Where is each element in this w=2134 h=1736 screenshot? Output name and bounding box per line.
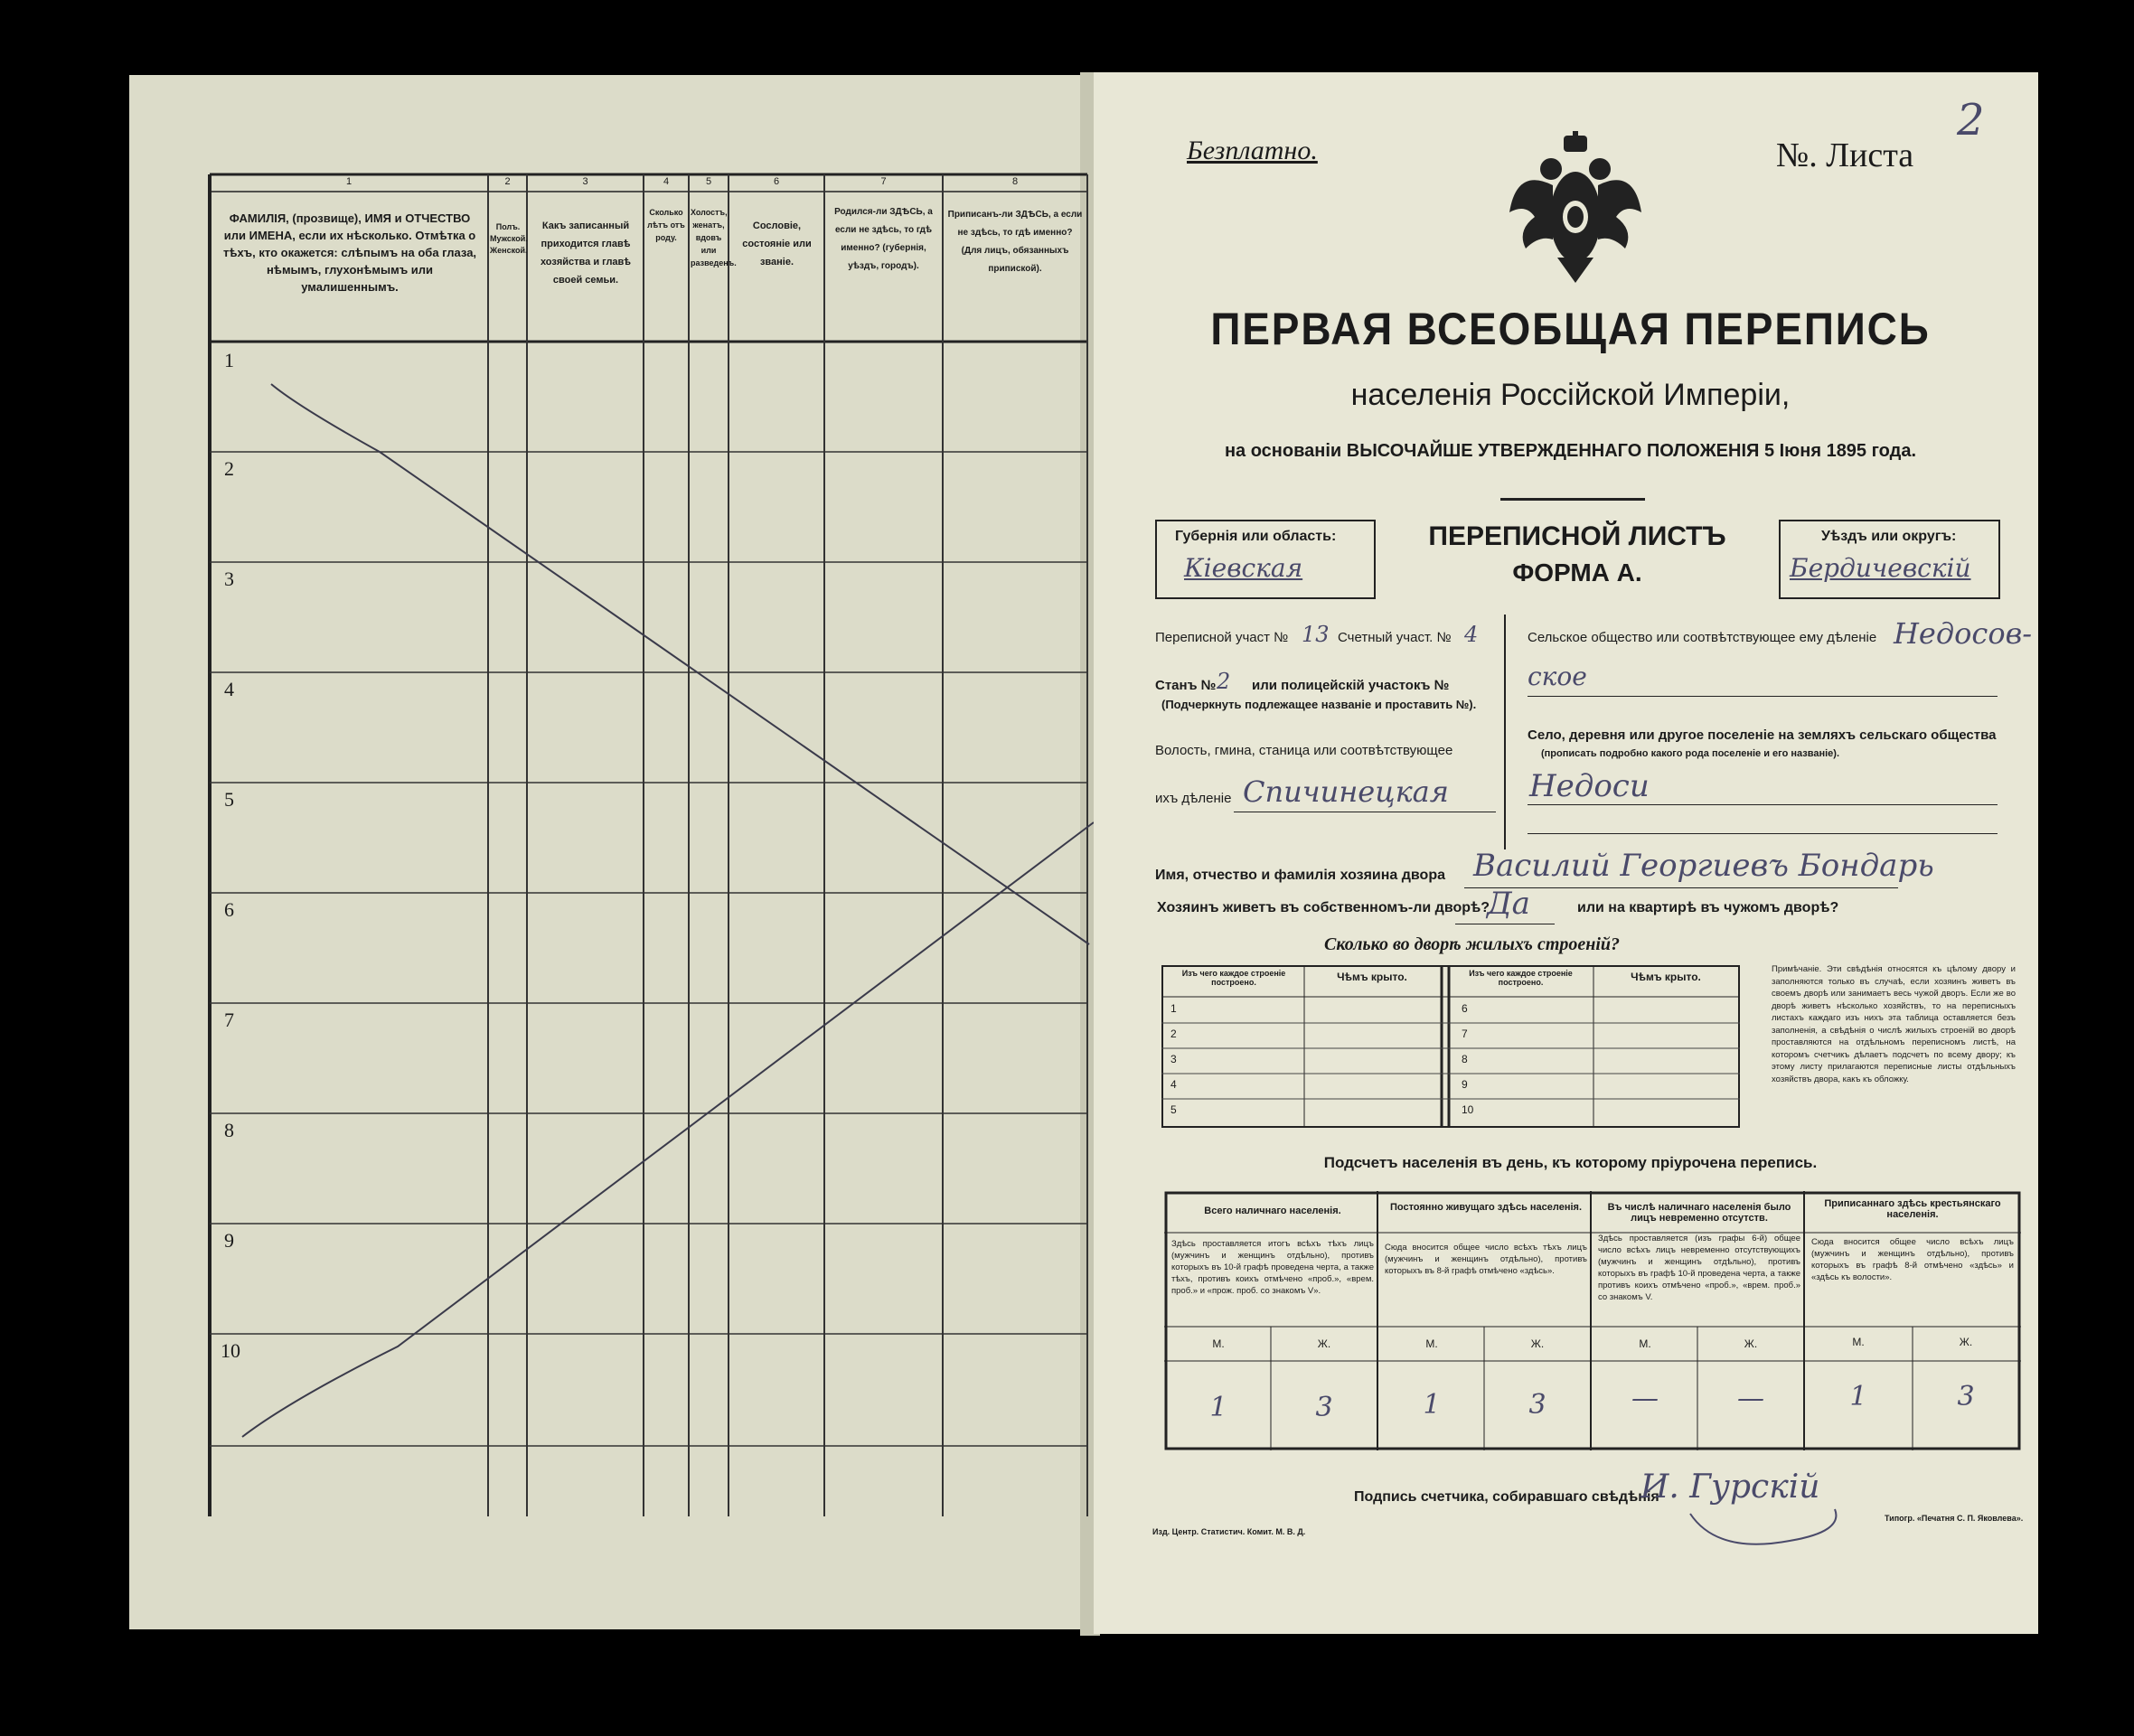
buildings-row-number: 8 [1462,1053,1468,1065]
col-number-4: 4 [663,176,670,187]
buildings-col1: Изъ чего каждое строеніе построено. [1181,969,1286,987]
owner-label: Имя, отчество и фамилія хозяина двора [1155,868,1445,883]
sheet-number-label: №. Листа [1776,136,1914,174]
fill-line [1528,696,1998,697]
summary-registered-m: 1 [1849,1381,1867,1412]
f-label: Ж. [1530,1337,1545,1350]
summary-permanent-m: 1 [1423,1389,1441,1421]
summary-absent-m: — [1631,1383,1659,1414]
summary-header-registered: Приписаннаго здѣсь крестьянскаго населенія. [1824,1198,2001,1220]
col-number-6: 6 [773,176,780,187]
buildings-row-number: 6 [1462,1002,1468,1015]
col-number-8: 8 [1011,176,1019,187]
summary-permanent-f: 3 [1528,1389,1546,1421]
col-header-marital: Холостъ, женатъ, вдовъ или разведенъ. [691,208,737,267]
buildings-col4: Чѣмъ крыто. [1631,971,1701,983]
summary-total-f: 3 [1315,1392,1333,1423]
owner-value: Василий Георгиевъ Бондарь [1473,848,1934,884]
summary-title: Подсчетъ населенія въ день, къ которому пріурочена перепись. [1323,1154,1818,1171]
buildings-row-number: 2 [1170,1028,1177,1040]
buildings-row-number: 10 [1462,1103,1474,1116]
col-header-name: ФАМИЛІЯ, (прозвище), ИМЯ и ОТЧЕСТВО или ИМЕНА, если их нѣсколько. Отмѣтка о тѣхъ, кто окажется: слѣпымъ на оба глаза, нѣмымъ, глухонѣмымъ или умалишеннымъ. [222,211,477,294]
col-header-sex: Полъ. Мужской. Женской. [490,222,528,255]
buildings-row-number: 4 [1170,1078,1177,1091]
col-header-born: Родился-ли ЗДѢСЬ, а если не здѣсь, то гдѣ именно? (губернія, уѣздъ, городъ). [834,207,933,271]
row-number: 10 [221,1339,240,1362]
summary-desc-total: Здѣсь проставляется итогъ всѣхъ тѣхъ лицъ (мужчинъ и женщинъ отдѣльно), противъ которыхъ въ 10-й графѣ проведена черта, а также тѣхъ, противъ коихъ отмѣчено «проб.», «врем. проб.» и «прож. проб. со знакомъ V». [1171,1239,1374,1296]
col-header-estate: Сословіе, состояніе или званіе. [742,221,812,267]
own-house-label: Хозяинъ живетъ въ собственномъ-ли дворѣ? [1157,900,1490,915]
row-number: 5 [224,788,234,811]
m-label: М. [1425,1337,1438,1350]
stan-label: Станъ № [1155,678,1217,693]
ornament-divider [1500,498,1645,501]
buildings-row-number: 1 [1170,1002,1177,1015]
buildings-row-number: 5 [1170,1103,1177,1116]
col-number-2: 2 [504,176,511,187]
volost-label: Волость, гмина, станица или соотвѣтствующее [1155,743,1453,758]
row-number: 4 [224,678,234,700]
signature-value: И. Гурскій [1640,1469,1820,1506]
page-basis: на основаніи ВЫСОЧАЙШЕ УТВЕРЖДЕННАГО ПОЛОЖЕНІЯ 5 Іюня 1895 года. [1224,441,1917,461]
summary-desc-absent: Здѣсь проставляется (изъ графы 6-й) общее число всѣхъ лицъ невременно отсутствующихъ (мужчинъ и женщинъ отдѣльно), противъ которыхъ въ графѣ 10-й проведена черта, а также противъ коихъ отмѣчено «проб.», «врем. проб.» со знакомъ V. [1598,1234,1800,1302]
uezd-value: Бердичевскій [1790,553,1971,583]
underline-note: (Подчеркнуть подлежащее названіе и проставить №). [1161,698,1477,711]
cross-out-lines [242,384,1094,1437]
stan-value: 2 [1217,669,1231,694]
summary-header-total: Всего наличнаго населенія. [1204,1206,1341,1216]
buildings-row-number: 9 [1462,1078,1468,1091]
buildings-question: Сколько во дворѣ жилыхъ строеній? [1324,934,1621,954]
printer-left: Изд. Центр. Статистич. Комит. М. В. Д. [1152,1527,1306,1536]
village-value: Недоси [1529,768,1650,804]
rent-label: или на квартирѣ въ чужомъ дворѣ? [1577,900,1839,915]
location-divider [1504,615,1506,849]
row-number: 6 [224,898,234,921]
fill-line [1528,804,1998,805]
uezd-label: Уѣздъ или округъ: [1821,529,1957,544]
signature-label: Подпись счетчика, собиравшаго свѣдѣнія [1354,1489,1659,1505]
census-district-value: 13 [1302,622,1330,647]
note-text: Примѣчаніе. Эти свѣдѣнія относятся къ цѣлому двору и заполняются только въ случаѣ, если хозяинъ живетъ въ своемъ дворѣ или занимаетъ весь чужой дворъ. Если же во дворѣ живетъ нѣсколько хозяйствъ, то на переписныхъ листахъ каждаго изъ нихъ эта таблица оставляется безъ заполненія, а свѣдѣнія о числѣ жилыхъ строеній во дворѣ проставляются на отдѣльномъ переписномъ листѣ, на которомъ счетчикъ дѣлаетъ подсчетъ по всему двору; къ этому листу прилагаются переписные листы отдѣльныхъ хозяйствъ двора, какъ къ обложку. [1772,964,2016,1084]
village-label: Село, деревня или другое поселеніе на земляхъ сельскаго общества [1528,727,1997,743]
page-subtitle: населенія Россійской Имперіи, [1350,378,1791,412]
row-number: 8 [224,1119,234,1141]
col-header-age: Сколько лѣтъ отъ роду. [647,208,685,242]
printer-right: Типогр. «Печатня С. П. Яковлева». [1885,1514,2024,1523]
form-name: ФОРМА А. [1512,558,1642,586]
gubernia-label: Губернія или область: [1175,529,1337,544]
row-number: 1 [224,349,234,371]
census-district-label: Переписной участ № [1155,630,1289,645]
summary-desc-permanent: Сюда вносится общее число всѣхъ тѣхъ лицъ (мужчинъ и женщинъ отдѣльно), противъ которыхъ въ 8-й графѣ отмѣчено «здѣсь». [1385,1243,1587,1276]
row-number: 7 [224,1009,234,1031]
buildings-table [1161,965,1740,1128]
row-number: 2 [224,457,234,480]
village-note: (прописать подробно какого рода поселеніе и его названіе). [1541,748,1840,759]
free-label: Безплатно. [1187,136,1318,165]
police-label: или полицейскій участокъ № [1252,678,1450,693]
summary-registered-f: 3 [1957,1381,1975,1412]
society-value-2: ское [1528,662,1587,691]
m-label: М. [1212,1337,1225,1350]
col-number-1: 1 [345,176,353,187]
own-house-value: Да [1487,886,1530,922]
summary-total-m: 1 [1209,1392,1227,1423]
society-value: Недосов- [1894,616,2033,651]
summary-desc-registered: Сюда вносится общее число всѣхъ лицъ (мужчинъ и женщинъ отдѣльно), противъ которыхъ въ графѣ 8-й отмѣчено «здѣсь» и «здѣсь къ волости». [1811,1237,2014,1282]
box-divider [1374,520,1376,599]
col-header-registered: Приписанъ-ли ЗДѢСЬ, а если не здѣсь, то гдѣ именно? (Для лицъ, обязанныхъ припиской). [947,210,1083,274]
m-label: М. [1852,1336,1865,1348]
society-label: Сельское общество или соотвѣтствующее ему дѣленіе [1528,630,1877,645]
col-number-7: 7 [880,176,887,187]
row-number: 3 [224,568,234,590]
f-label: Ж. [1959,1336,1973,1348]
m-label: М. [1639,1337,1651,1350]
row-number: 9 [224,1229,234,1252]
page-title: ПЕРВАЯ ВСЕОБЩАЯ ПЕРЕПИСЬ [1210,304,1931,354]
volost-value: Спичинецкая [1243,774,1449,809]
buildings-col3: Изъ чего каждое строеніе построено. [1469,969,1573,987]
signature-flourish [1681,1500,1862,1554]
f-label: Ж. [1744,1337,1758,1350]
form-title: ПЕРЕПИСНОЙ ЛИСТЪ [1428,521,1726,551]
volost-label2: ихъ дѣленіе [1155,791,1232,806]
sheet-number-value: 2 [1957,95,1985,145]
col-number-5: 5 [705,176,712,187]
summary-header-absent: Въ числѣ наличнаго населенія было лицъ невременно отсутств. [1607,1202,1791,1224]
double-headed-eagle-icon [1508,131,1643,285]
buildings-row-number: 7 [1462,1028,1468,1040]
f-label: Ж. [1317,1337,1331,1350]
gubernia-value: Кіевская [1184,553,1303,583]
buildings-col2: Чѣмъ крыто. [1337,971,1407,983]
col-header-relation: Какъ записанный приходится главѣ хозяйства и главѣ своей семьи. [540,221,632,286]
col-number-3: 3 [582,176,588,187]
count-district-value: 4 [1464,622,1479,647]
summary-header-permanent: Постоянно живущаго здѣсь населенія. [1389,1202,1583,1213]
summary-absent-f: — [1737,1383,1764,1414]
count-district-label: Счетный участ. № [1338,630,1452,645]
buildings-row-number: 3 [1170,1053,1177,1065]
fill-line [1528,833,1998,834]
